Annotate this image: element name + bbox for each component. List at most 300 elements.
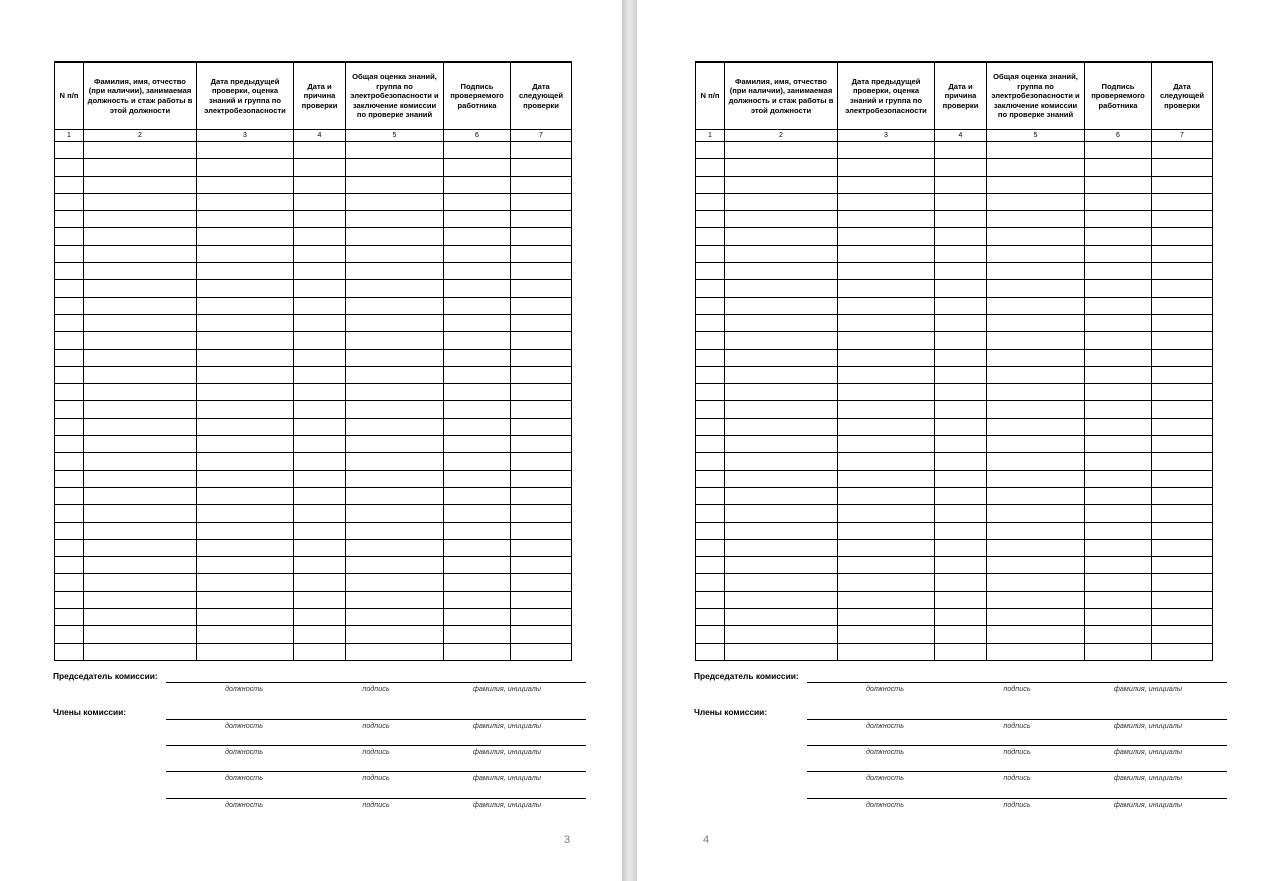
empty-cell (838, 436, 935, 453)
empty-cell (696, 349, 725, 366)
empty-cell (444, 297, 511, 314)
empty-cell (935, 470, 987, 487)
column-header: Общая оценка знаний, группа по электробезопасности и заключение комиссии по проверке знаний (346, 62, 444, 130)
empty-cell (725, 263, 838, 280)
empty-cell (346, 280, 444, 297)
empty-cell (197, 159, 294, 176)
empty-cell (838, 453, 935, 470)
empty-cell (55, 436, 84, 453)
empty-cell (444, 557, 511, 574)
column-number-cell: 3 (197, 130, 294, 142)
empty-cell (444, 470, 511, 487)
empty-cell (1085, 470, 1152, 487)
caption-position: должность (865, 684, 905, 693)
empty-cell (725, 366, 838, 383)
empty-cell (444, 332, 511, 349)
empty-cell (1152, 453, 1213, 470)
empty-cell (346, 211, 444, 228)
empty-cell (55, 366, 84, 383)
empty-cell (838, 176, 935, 193)
empty-cell (55, 539, 84, 556)
empty-cell (725, 643, 838, 660)
empty-cell (197, 609, 294, 626)
empty-cell (197, 384, 294, 401)
empty-cell (1085, 436, 1152, 453)
empty-cell (511, 418, 572, 435)
empty-cell (935, 609, 987, 626)
empty-cell (346, 522, 444, 539)
empty-cell (987, 245, 1085, 262)
empty-cell (197, 314, 294, 331)
caption-name: фамилия, инициалы (472, 773, 542, 782)
empty-cell (725, 591, 838, 608)
empty-cell (1152, 349, 1213, 366)
empty-cell (725, 453, 838, 470)
empty-cell (346, 470, 444, 487)
table-row (55, 159, 572, 176)
empty-cell (1085, 176, 1152, 193)
table-row (696, 505, 1213, 522)
empty-cell (1085, 418, 1152, 435)
empty-cell (84, 453, 197, 470)
empty-cell (987, 626, 1085, 643)
empty-cell (935, 211, 987, 228)
empty-cell (696, 332, 725, 349)
empty-cell (346, 557, 444, 574)
empty-cell (838, 384, 935, 401)
empty-cell (1085, 280, 1152, 297)
empty-cell (84, 332, 197, 349)
empty-cell (55, 557, 84, 574)
empty-cell (725, 245, 838, 262)
empty-cell (294, 522, 346, 539)
column-number-cell: 2 (725, 130, 838, 142)
empty-cell (511, 539, 572, 556)
table-row (55, 522, 572, 539)
table-row (55, 505, 572, 522)
empty-cell (725, 470, 838, 487)
table-row (55, 211, 572, 228)
empty-cell (346, 609, 444, 626)
empty-cell (346, 349, 444, 366)
empty-cell (84, 574, 197, 591)
table-row (696, 211, 1213, 228)
empty-cell (838, 211, 935, 228)
caption-name: фамилия, инициалы (1113, 684, 1183, 693)
table-row (55, 176, 572, 193)
empty-cell (511, 591, 572, 608)
caption-position: должность (224, 773, 264, 782)
empty-cell (294, 487, 346, 504)
signature-line (166, 745, 586, 746)
empty-cell (511, 505, 572, 522)
empty-cell (725, 401, 838, 418)
empty-cell (84, 280, 197, 297)
empty-cell (935, 591, 987, 608)
empty-cell (1085, 626, 1152, 643)
empty-cell (294, 418, 346, 435)
empty-cell (696, 643, 725, 660)
empty-cell (511, 159, 572, 176)
caption-signature: подпись (362, 721, 390, 730)
empty-cell (55, 228, 84, 245)
column-header: N п/п (696, 62, 725, 130)
caption-position: должность (224, 747, 264, 756)
knowledge-check-journal-table (695, 61, 1213, 661)
empty-cell (511, 574, 572, 591)
empty-cell (838, 332, 935, 349)
empty-cell (511, 228, 572, 245)
empty-cell (838, 297, 935, 314)
empty-cell (346, 401, 444, 418)
empty-cell (294, 609, 346, 626)
empty-cell (84, 591, 197, 608)
empty-cell (987, 505, 1085, 522)
empty-cell (197, 297, 294, 314)
empty-cell (987, 349, 1085, 366)
empty-cell (1085, 643, 1152, 660)
empty-cell (935, 314, 987, 331)
empty-cell (84, 176, 197, 193)
empty-cell (1152, 505, 1213, 522)
empty-cell (346, 487, 444, 504)
empty-cell (725, 539, 838, 556)
caption-name: фамилия, инициалы (472, 800, 542, 809)
caption-signature: подпись (362, 684, 390, 693)
caption-signature: подпись (362, 773, 390, 782)
column-number-cell: 4 (935, 130, 987, 142)
table-row (696, 142, 1213, 159)
empty-cell (84, 418, 197, 435)
empty-cell (55, 245, 84, 262)
empty-cell (696, 228, 725, 245)
caption-signature: подпись (1003, 773, 1031, 782)
empty-cell (84, 505, 197, 522)
empty-cell (55, 453, 84, 470)
empty-cell (838, 142, 935, 159)
empty-cell (197, 418, 294, 435)
empty-cell (1085, 159, 1152, 176)
column-number-cell: 1 (696, 130, 725, 142)
caption-name: фамилия, инициалы (472, 721, 542, 730)
empty-cell (696, 314, 725, 331)
table-row (696, 332, 1213, 349)
table-row (55, 245, 572, 262)
empty-cell (725, 228, 838, 245)
empty-cell (935, 159, 987, 176)
document-page-left (0, 0, 622, 881)
empty-cell (511, 643, 572, 660)
empty-cell (294, 245, 346, 262)
column-number-cell: 4 (294, 130, 346, 142)
empty-cell (55, 142, 84, 159)
empty-cell (444, 211, 511, 228)
empty-cell (1152, 176, 1213, 193)
table-row (696, 366, 1213, 383)
caption-position: должность (865, 747, 905, 756)
empty-cell (987, 401, 1085, 418)
empty-cell (1085, 384, 1152, 401)
empty-cell (197, 228, 294, 245)
empty-cell (84, 193, 197, 210)
empty-cell (987, 280, 1085, 297)
table-row (696, 176, 1213, 193)
caption-signature: подпись (362, 800, 390, 809)
empty-cell (444, 366, 511, 383)
empty-cell (1152, 366, 1213, 383)
empty-cell (294, 176, 346, 193)
empty-cell (987, 436, 1085, 453)
empty-cell (294, 574, 346, 591)
caption-signature: подпись (1003, 684, 1031, 693)
column-header: Подпись проверяемого работника (444, 62, 511, 130)
empty-cell (444, 418, 511, 435)
empty-cell (84, 470, 197, 487)
empty-cell (696, 297, 725, 314)
empty-cell (511, 384, 572, 401)
column-number-cell: 2 (84, 130, 197, 142)
empty-cell (197, 522, 294, 539)
empty-cell (294, 263, 346, 280)
caption-name: фамилия, инициалы (1113, 721, 1183, 730)
empty-cell (1152, 159, 1213, 176)
empty-cell (55, 574, 84, 591)
empty-cell (1085, 332, 1152, 349)
empty-cell (1085, 557, 1152, 574)
empty-cell (84, 314, 197, 331)
empty-cell (346, 626, 444, 643)
empty-cell (1085, 193, 1152, 210)
empty-cell (1085, 297, 1152, 314)
empty-cell (838, 263, 935, 280)
caption-position: должность (224, 721, 264, 730)
empty-cell (294, 211, 346, 228)
empty-cell (294, 539, 346, 556)
column-number-cell: 5 (987, 130, 1085, 142)
empty-cell (935, 228, 987, 245)
empty-cell (197, 591, 294, 608)
empty-cell (197, 470, 294, 487)
empty-cell (84, 384, 197, 401)
empty-cell (444, 280, 511, 297)
empty-cell (935, 453, 987, 470)
empty-cell (696, 401, 725, 418)
empty-cell (987, 159, 1085, 176)
empty-cell (1152, 280, 1213, 297)
caption-position: должность (224, 800, 264, 809)
empty-cell (696, 193, 725, 210)
table-row (696, 193, 1213, 210)
empty-cell (84, 522, 197, 539)
table-row (55, 297, 572, 314)
empty-cell (1152, 245, 1213, 262)
empty-cell (84, 297, 197, 314)
empty-cell (935, 522, 987, 539)
caption-name: фамилия, инициалы (1113, 747, 1183, 756)
caption-signature: подпись (1003, 747, 1031, 756)
empty-cell (725, 280, 838, 297)
empty-cell (838, 193, 935, 210)
caption-position: должность (865, 800, 905, 809)
table-row (55, 263, 572, 280)
empty-cell (444, 626, 511, 643)
table-row (55, 591, 572, 608)
column-header: Фамилия, имя, отчество (при наличии), занимаемая должность и стаж работы в этой должности (725, 62, 838, 130)
table-row (696, 228, 1213, 245)
empty-cell (987, 557, 1085, 574)
empty-cell (725, 314, 838, 331)
empty-cell (444, 436, 511, 453)
table-row (55, 574, 572, 591)
table-row (55, 366, 572, 383)
empty-cell (197, 280, 294, 297)
empty-cell (725, 349, 838, 366)
empty-cell (294, 384, 346, 401)
empty-cell (725, 487, 838, 504)
column-header: Дата предыдущей проверки, оценка знаний и группа по электробезопасности (838, 62, 935, 130)
empty-cell (696, 609, 725, 626)
signature-line (807, 745, 1227, 746)
table-row (55, 643, 572, 660)
empty-cell (935, 643, 987, 660)
empty-cell (84, 263, 197, 280)
empty-cell (197, 436, 294, 453)
empty-cell (294, 159, 346, 176)
empty-cell (84, 609, 197, 626)
caption-signature: подпись (1003, 721, 1031, 730)
empty-cell (1085, 245, 1152, 262)
signature-line (166, 719, 586, 720)
empty-cell (838, 245, 935, 262)
empty-cell (444, 539, 511, 556)
empty-cell (935, 193, 987, 210)
column-number-cell: 5 (346, 130, 444, 142)
column-header: Дата следующей проверки (1152, 62, 1213, 130)
empty-cell (294, 332, 346, 349)
empty-cell (294, 470, 346, 487)
empty-cell (55, 505, 84, 522)
table-row (55, 401, 572, 418)
empty-cell (935, 574, 987, 591)
empty-cell (294, 349, 346, 366)
knowledge-check-journal-table (54, 61, 572, 661)
empty-cell (725, 609, 838, 626)
empty-cell (987, 487, 1085, 504)
empty-cell (346, 159, 444, 176)
signature-line (807, 719, 1227, 720)
empty-cell (1152, 557, 1213, 574)
empty-cell (346, 643, 444, 660)
empty-cell (838, 349, 935, 366)
empty-cell (725, 176, 838, 193)
empty-cell (346, 176, 444, 193)
table-row (55, 314, 572, 331)
empty-cell (725, 418, 838, 435)
table-row (55, 470, 572, 487)
empty-cell (346, 366, 444, 383)
empty-cell (197, 211, 294, 228)
empty-cell (696, 176, 725, 193)
empty-cell (1085, 591, 1152, 608)
signature-line (166, 771, 586, 772)
table-row (55, 280, 572, 297)
empty-cell (935, 349, 987, 366)
page-number: 3 (564, 834, 571, 846)
empty-cell (55, 591, 84, 608)
empty-cell (444, 314, 511, 331)
empty-cell (511, 245, 572, 262)
empty-cell (346, 384, 444, 401)
table-row (696, 297, 1213, 314)
empty-cell (197, 539, 294, 556)
empty-cell (1152, 193, 1213, 210)
empty-cell (197, 193, 294, 210)
empty-cell (444, 263, 511, 280)
empty-cell (444, 142, 511, 159)
caption-position: должность (865, 721, 905, 730)
empty-cell (935, 401, 987, 418)
empty-cell (987, 453, 1085, 470)
empty-cell (294, 401, 346, 418)
chairman-label: Председатель комиссии: (694, 671, 799, 681)
empty-cell (511, 436, 572, 453)
table-row (55, 609, 572, 626)
empty-cell (346, 418, 444, 435)
empty-cell (346, 193, 444, 210)
empty-cell (725, 193, 838, 210)
empty-cell (838, 522, 935, 539)
empty-cell (511, 609, 572, 626)
empty-cell (696, 418, 725, 435)
empty-cell (55, 522, 84, 539)
empty-cell (197, 557, 294, 574)
table-row (696, 349, 1213, 366)
column-number-cell: 7 (1152, 130, 1213, 142)
empty-cell (1085, 574, 1152, 591)
table-row (55, 228, 572, 245)
empty-cell (725, 211, 838, 228)
empty-cell (84, 366, 197, 383)
table-row (55, 626, 572, 643)
empty-cell (84, 401, 197, 418)
column-header: Дата и причина проверки (294, 62, 346, 130)
empty-cell (935, 366, 987, 383)
empty-cell (987, 522, 1085, 539)
empty-cell (346, 263, 444, 280)
empty-cell (444, 349, 511, 366)
empty-cell (294, 505, 346, 522)
empty-cell (55, 314, 84, 331)
members-label: Члены комиссии: (53, 707, 127, 717)
table-row (696, 314, 1213, 331)
empty-cell (294, 453, 346, 470)
empty-cell (935, 245, 987, 262)
empty-cell (55, 332, 84, 349)
caption-name: фамилия, инициалы (472, 747, 542, 756)
empty-cell (84, 539, 197, 556)
table-row (55, 418, 572, 435)
column-number-cell: 1 (55, 130, 84, 142)
empty-cell (1152, 263, 1213, 280)
empty-cell (696, 487, 725, 504)
caption-name: фамилия, инициалы (1113, 800, 1183, 809)
empty-cell (294, 436, 346, 453)
empty-cell (1152, 211, 1213, 228)
page-number: 4 (703, 834, 710, 846)
signature-line (166, 682, 586, 683)
table-row (696, 557, 1213, 574)
empty-cell (294, 591, 346, 608)
